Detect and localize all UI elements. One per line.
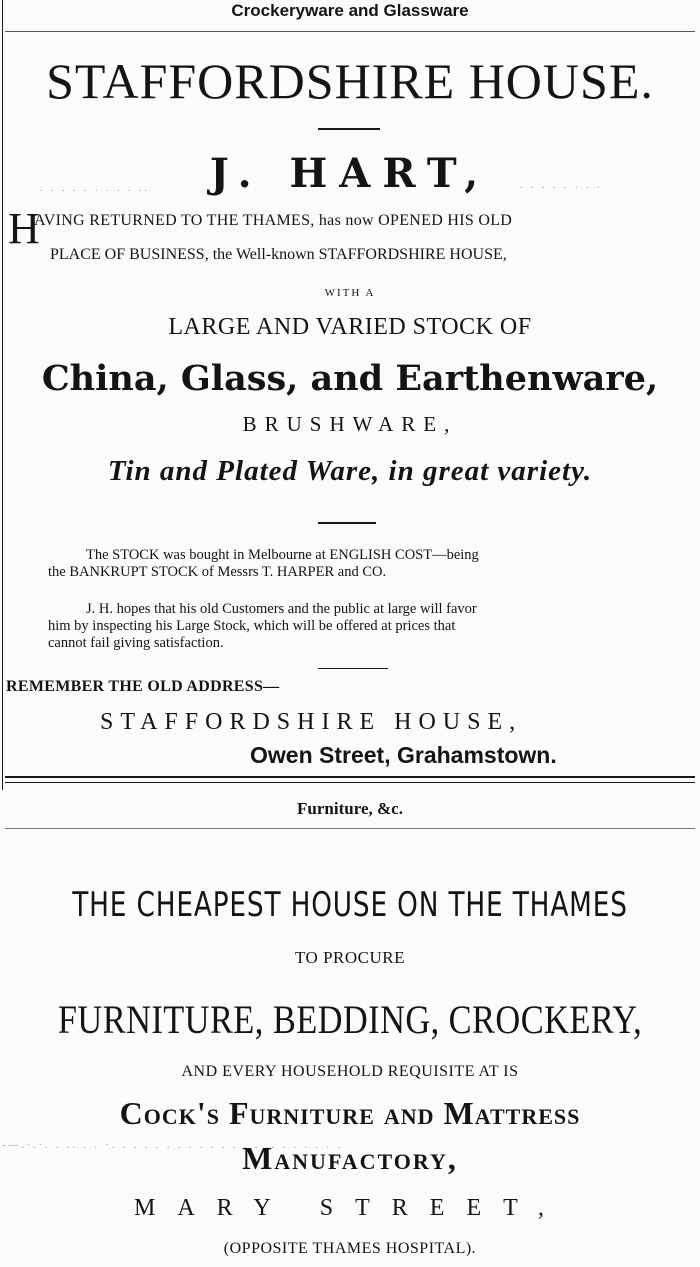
short-divider-rule [318, 128, 380, 130]
stock-paragraph-line-1: The STOCK was bought in Melbourne at ENGLISH COST—being [86, 547, 479, 563]
cheapest-house-heading: THE CHEAPEST HOUSE ON THE THAMES [72, 885, 628, 925]
intro-line-2: PLACE OF BUSINESS, the Well-known STAFFORDSHIRE HOUSE, [50, 246, 507, 263]
address-divider-rule [318, 668, 388, 669]
proprietor-name: J. HART, [209, 150, 491, 197]
customers-paragraph-line-1: J. H. hopes that his old Customers and the public at large will favor [86, 601, 477, 617]
customers-paragraph-line-2: him by inspecting his Large Stock, which will be offered at prices that [48, 618, 456, 634]
tin-plated-ware-heading: Tin and Plated Ware, in great variety. [107, 455, 593, 487]
staffordshire-house-title: STAFFORDSHIRE HOUSE. [46, 53, 654, 109]
customers-paragraph [48, 601, 663, 652]
section-heading-crockery: Crockeryware and Glassware [231, 1, 469, 20]
business-name: Cock's Furniture and Mattress [119, 1095, 581, 1131]
remember-address-label: REMEMBER THE OLD ADDRESS— [6, 678, 280, 695]
large-stock-heading: LARGE AND VARIED STOCK OF [168, 314, 532, 340]
household-requisite-text: AND EVERY HOUSEHOLD REQUISITE AT IS [181, 1063, 519, 1080]
address-street: Owen Street, Grahamstown. [250, 742, 557, 768]
goods-heading: FURNITURE, BEDDING, CROCKERY, [57, 997, 643, 1042]
mary-street-text: MARY STREET, [133, 1195, 566, 1221]
to-procure-text: TO PROCURE [294, 948, 405, 967]
address-house-name: STAFFORDSHIRE HOUSE, [100, 709, 523, 735]
furniture-heading-rule [5, 828, 695, 829]
section-end-rule-thick [5, 776, 695, 778]
print-speckle: . . . . . . . . [520, 180, 603, 191]
china-glass-earthenware-heading: China, Glass, and Earthenware, [41, 358, 659, 399]
manufactory-heading: Manufactory, [242, 1140, 458, 1176]
opposite-hospital-text: (OPPOSITE THAMES HOSPITAL). [223, 1240, 477, 1257]
intro-line-1: AVING RETURNED TO THE THAMES, has now OPENED HIS OLD [34, 212, 513, 229]
stock-paragraph [48, 547, 663, 581]
intro-dropcap: H [8, 204, 40, 253]
section-end-rule-thin [5, 782, 695, 783]
print-speckle: . . . . . . . . . .. [40, 183, 150, 194]
stock-paragraph-line-2: the BANKRUPT STOCK of Messrs T. HARPER and CO. [48, 564, 387, 580]
middle-divider-rule [318, 522, 376, 524]
brushware-heading: BRUSHWARE, [242, 412, 458, 436]
print-speckle: -—.·.·. . .. . . ·. . . . . . . . . . . . . . .. . . . . . . [2, 1140, 343, 1151]
heading-underline-rule [5, 31, 695, 32]
with-a-text: WITH A [324, 287, 376, 299]
section-heading-furniture: Furniture, &c. [297, 799, 403, 818]
customers-paragraph-line-3: cannot fail giving satisfaction. [48, 635, 224, 651]
